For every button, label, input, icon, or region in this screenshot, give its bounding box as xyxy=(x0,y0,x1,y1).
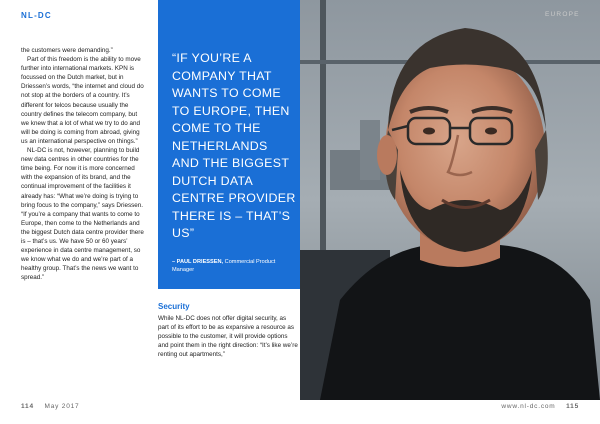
left-page xyxy=(0,0,150,424)
article-paragraph: the customers were demanding.” xyxy=(21,47,113,54)
security-body: While NL-DC does not offer digital security, as part of its effort to be as expansive a resource as possible to the customer, it will provide options and point them in the right direction: “It’s like we’re renting out apartments,” xyxy=(158,315,298,359)
attribution-name: – PAUL DRIESSEN, xyxy=(172,259,224,265)
section-label: EUROPE xyxy=(545,11,580,18)
article-paragraph: NL-DC is not, however, planning to build new data centres in other countries for the time being. For now it is more concerned with the expansion of its brand, and the continual improvement of the facilities it already has: “What we’re doing is trying to bring focus to the company,” says Driessen. “If you’re a company that wants to come to Europe, then come to the Netherlands and the biggest Dutch data centre provider there is – that’s us. We have 50 or 60 years’ experience in data centre management, so we know what we do and we’re part of a healthy group. That’s the news we want to spread.” xyxy=(21,147,144,282)
pull-quote-panel xyxy=(158,0,300,289)
right-page-number: 115 xyxy=(566,403,579,410)
portrait-photo xyxy=(300,0,600,400)
attribution-role: Commercial Product Manager xyxy=(172,259,276,273)
left-folio xyxy=(21,403,79,410)
security-heading: Security xyxy=(158,302,190,311)
left-page-number: 114 xyxy=(21,403,34,410)
brand-label: NL-DC xyxy=(21,11,52,20)
issue-date: May 2017 xyxy=(44,403,80,410)
website-url[interactable]: www.nl-dc.com xyxy=(501,403,556,410)
pull-quote-text: “IF YOU’RE A COMPANY THAT WANTS TO COME TO EUROPE, THEN COME TO THE NETHERLANDS AND THE BIGGEST DUTCH DATA CENTRE PROVIDER THERE IS – THAT’S US” xyxy=(172,51,296,240)
portrait-illustration xyxy=(300,0,600,400)
pull-quote-attribution xyxy=(172,259,296,274)
security-section xyxy=(158,302,298,359)
article-paragraph: Part of this freedom is the ability to move further into international markets. KPN is focussed on the Dutch market, but in Driessen’s words, “the internet and cloud do not stop at the borders of a country. It’s different for telcos because usually the country defines the telecom company, but we knew that a lot of what we try to do and will be doing is coming from abroad, giving us an international perspective on things.” xyxy=(21,56,144,145)
right-folio xyxy=(501,403,579,410)
article-body-column xyxy=(21,46,145,282)
